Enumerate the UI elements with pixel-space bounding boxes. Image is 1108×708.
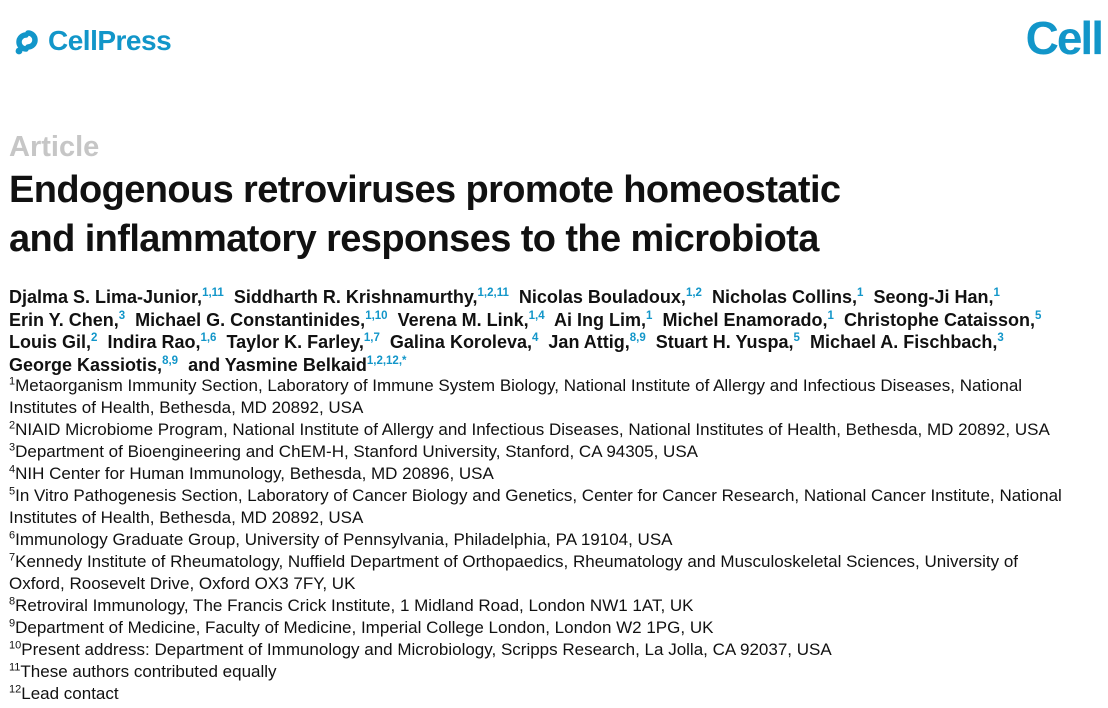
affiliation: [9, 595, 1104, 617]
author[interactable]: Michael G. Constantinides,$^{1,10}$: [135, 309, 388, 330]
author-line: [9, 354, 1104, 377]
author[interactable]: and Yasmine Belkaid$^{1,2,12,*}$: [188, 354, 407, 375]
affiliation-text: In Vitro Pathogenesis Section, Laboratory of Cancer Biology and Genetics, Center for Cancer Research, National Cancer Institute, National: [15, 486, 1062, 505]
article-type-label: Article: [9, 131, 100, 163]
affiliation: [9, 441, 1104, 463]
affiliation-number: 2: [9, 419, 16, 432]
affiliation-number: 12: [9, 683, 22, 696]
affiliation-text: These authors contributed equally: [20, 662, 277, 681]
affiliation-number: 6: [9, 529, 16, 542]
affiliation-text: NIH Center for Human Immunology, Bethesda, MD 20896, USA: [15, 464, 494, 483]
author[interactable]: Ai Ing Lim,$^1$: [554, 309, 653, 330]
cellpress-logo[interactable]: [10, 24, 171, 58]
affiliation-text: Kennedy Institute of Rheumatology, Nuffield Department of Orthopaedics, Rheumatology and Musculoskeletal Sciences, University of: [15, 552, 1019, 571]
affiliation-text: Institutes of Health, Bethesda, MD 20892, USA: [9, 398, 364, 417]
affiliation-list: [9, 375, 1104, 705]
author[interactable]: Christophe Cataisson,$^5$: [843, 309, 1042, 330]
affiliation: [9, 551, 1104, 595]
affiliation-text: Lead contact: [21, 684, 119, 703]
page-header: [0, 0, 1108, 70]
affiliation-text: Department of Medicine, Faculty of Medicine, Imperial College London, London W2 1PG, UK: [15, 618, 714, 637]
author[interactable]: Jan Attig,$^{8,9}$: [548, 332, 646, 352]
author[interactable]: Taylor K. Farley,$^{1,7}$: [226, 332, 380, 352]
author[interactable]: Galina Koroleva,$^4$: [389, 332, 539, 352]
author[interactable]: Michael A. Fischbach,$^3$: [809, 332, 1004, 352]
affiliation-text: Immunology Graduate Group, University of Pennsylvania, Philadelphia, PA 19104, USA: [15, 530, 673, 549]
affiliation: [9, 375, 1104, 419]
author[interactable]: Michel Enamorado,$^1$: [662, 309, 834, 330]
author[interactable]: Siddharth R. Krishnamurthy,$^{1,2,11}$: [233, 287, 509, 307]
affiliation-number: 1: [9, 375, 16, 388]
author[interactable]: Nicolas Bouladoux,$^{1,2}$: [518, 287, 702, 307]
author[interactable]: Nicholas Collins,$^1$: [711, 287, 864, 307]
affiliation: [9, 639, 1104, 661]
affiliation: [9, 683, 1104, 705]
affiliation: [9, 661, 1104, 683]
author[interactable]: Stuart H. Yuspa,$^5$: [655, 332, 800, 352]
author[interactable]: Louis Gil,$^2$: [9, 332, 98, 352]
affiliation-text: Metaorganism Immunity Section, Laboratory of Immune System Biology, National Institute of Allergy and Infectious Diseases, National: [15, 376, 1023, 395]
cell-journal-logo[interactable]: Cell: [1025, 12, 1102, 64]
cellpress-logo-text: CellPress: [48, 25, 172, 56]
affiliation-number: 8: [9, 595, 16, 608]
title-line: Endogenous retroviruses promote homeostatic: [9, 169, 841, 211]
article-title: [9, 166, 1089, 264]
author-line: [9, 309, 1104, 332]
affiliation-text: NIAID Microbiome Program, National Institute of Allergy and Infectious Diseases, National Institutes of Health, Bethesda, MD 20892, USA: [15, 420, 1050, 439]
author-line: [9, 331, 1104, 354]
affiliation: [9, 485, 1104, 529]
affiliation-text: Retroviral Immunology, The Francis Crick Institute, 1 Midland Road, London NW1 1AT, UK: [15, 596, 694, 615]
affiliation-number: 10: [9, 639, 22, 652]
author-line: [9, 286, 1104, 309]
affiliation-number: 4: [9, 463, 16, 476]
author[interactable]: Verena M. Link,$^{1,4}$: [397, 309, 545, 330]
affiliation-text: Oxford, Roosevelt Drive, Oxford OX3 7FY, UK: [9, 574, 356, 593]
affiliation-text: Department of Bioengineering and ChEM-H, Stanford University, Stanford, CA 94305, USA: [15, 442, 698, 461]
cellpress-link-icon: [10, 24, 44, 58]
affiliation: [9, 529, 1104, 551]
affiliation-text: Present address: Department of Immunology and Microbiology, Scripps Research, La Jolla, CA 92037, USA: [21, 640, 832, 659]
author[interactable]: Indira Rao,$^{1,6}$: [107, 332, 217, 352]
affiliation-number: 3: [9, 441, 16, 454]
affiliation-text: Institutes of Health, Bethesda, MD 20892, USA: [9, 508, 364, 527]
affiliation: [9, 463, 1104, 485]
author[interactable]: Seong-Ji Han,$^1$: [873, 287, 1000, 307]
author[interactable]: Erin Y. Chen,$^3$: [9, 309, 126, 330]
affiliation-number: 11: [9, 661, 21, 674]
affiliation-number: 9: [9, 617, 16, 630]
affiliation-number: 5: [9, 485, 16, 498]
affiliation: [9, 419, 1104, 441]
affiliation: [9, 617, 1104, 639]
affiliation-number: 7: [9, 551, 16, 564]
author[interactable]: Djalma S. Lima-Junior,$^{1,11}$: [9, 287, 224, 307]
title-line: and inflammatory responses to the microbiota: [9, 218, 819, 260]
author-list: [9, 286, 1104, 376]
author[interactable]: George Kassiotis,$^{8,9}$: [9, 354, 179, 375]
